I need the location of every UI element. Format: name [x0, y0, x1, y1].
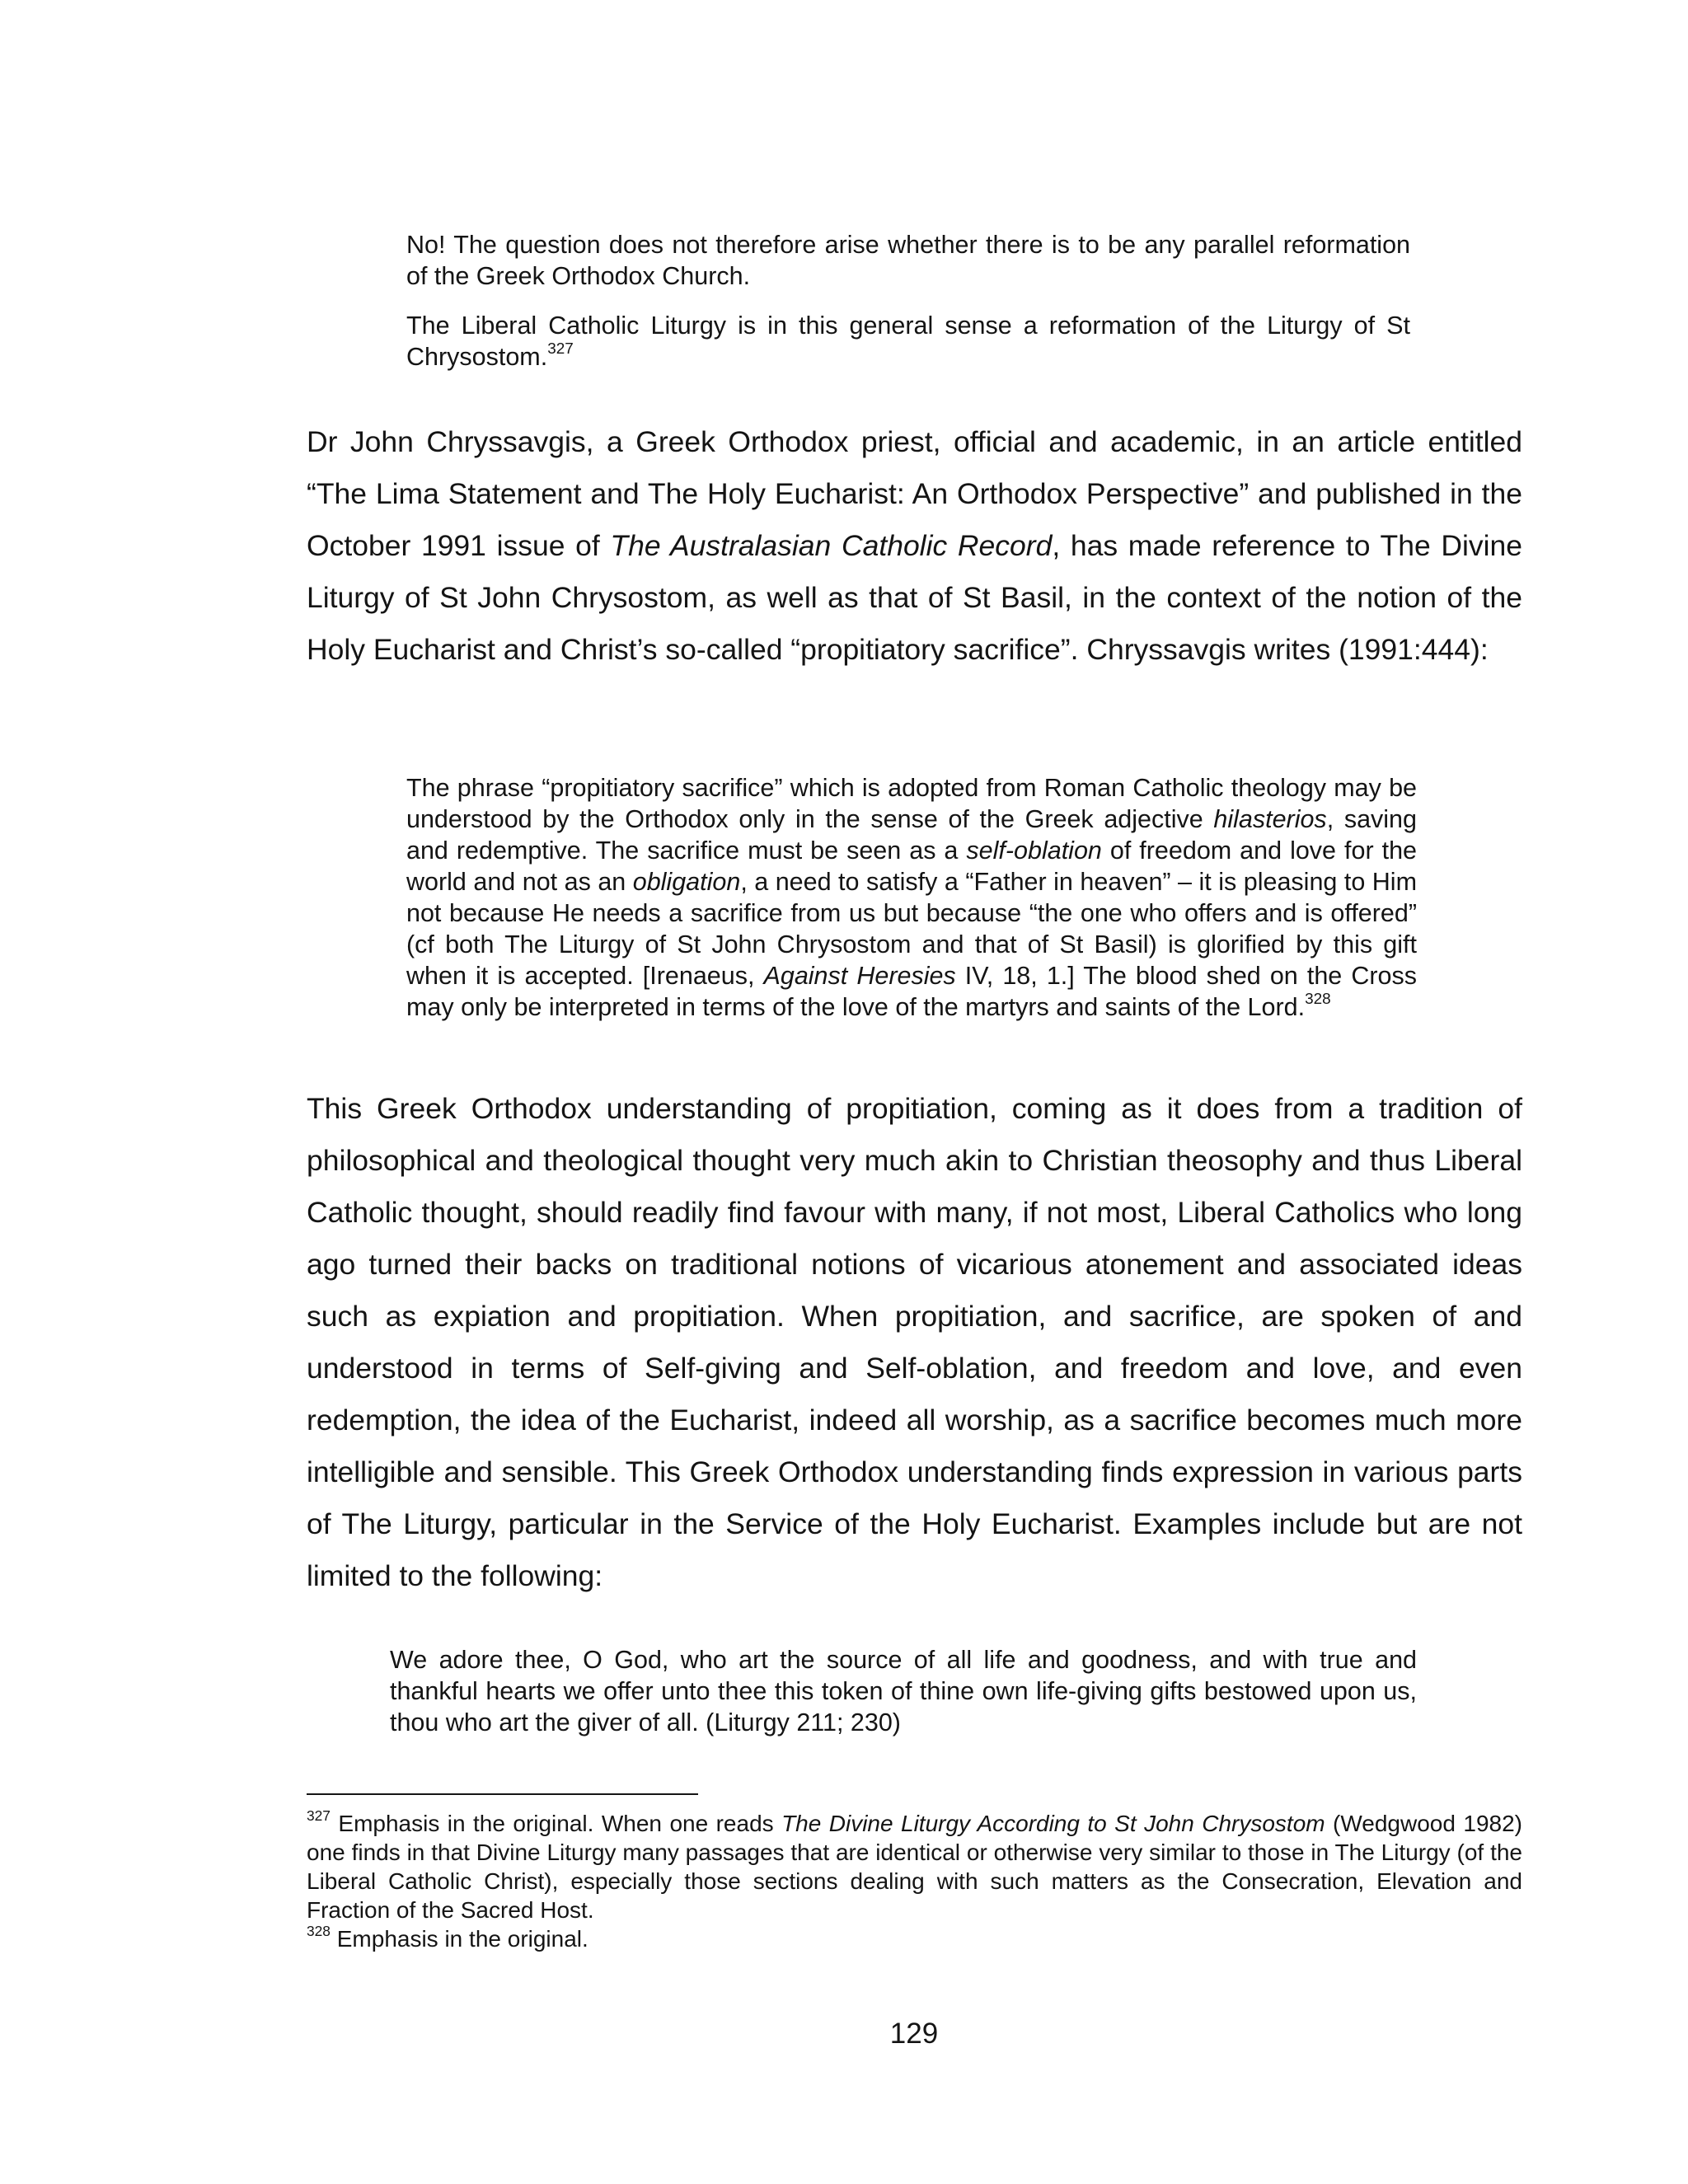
- quote-2-text-5: IV, 18, 1.] The blood shed on the Cross may only be interpreted in terms of the love of the martyrs and saints of the Lord.: [406, 962, 1417, 1021]
- footnote-328-text: Emphasis in the original.: [330, 1926, 588, 1952]
- block-quote-1: [406, 229, 1410, 373]
- page-number: 129: [889, 2018, 939, 2050]
- footnote-ref-327[interactable]: 327: [547, 340, 574, 359]
- footnote-ref-328[interactable]: 328: [1305, 991, 1331, 1009]
- para-1-text-b: , has made reference to The Divine Liturgy of St John Chrysostom, as well as that of St Basil, in the context of the notion of the Holy Eucharist and Christ’s so-called “propitiatory sacrifice”. Chryssavgis writes (1991:444):: [307, 529, 1522, 666]
- quote-2-italic-self-oblation: self-oblation: [966, 837, 1102, 865]
- footnote-327: [307, 1809, 1522, 1924]
- quote-1-paragraph-1: No! The question does not therefore arise whether there is to be any parallel reformation of the Greek Orthodox Church.: [406, 231, 1410, 290]
- quote-2-italic-obligation: obligation: [632, 868, 741, 896]
- footnote-327-text-b: (Wedgwood 1982) one finds in that Divine Liturgy many passages that are identical or otherwise very similar to those in The Liturgy (of the Liberal Catholic Christ), especially those sections dealing with such matters as the Consecration, Elevation and Fraction of the Sacred Host.: [307, 1811, 1522, 1923]
- para-1-text-a: Dr John Chryssavgis, a Greek Orthodox priest, official and academic, in an article entitled “The Lima Statement and The Holy Eucharist: An Orthodox Perspective” and published in the October 1991 issue of: [307, 425, 1522, 562]
- quote-2-italic-hilasterios: hilasterios: [1213, 805, 1327, 833]
- footnote-328: [307, 1924, 1522, 1953]
- quote-2-text-2: , saving and redemptive. The sacrifice must be seen as a: [406, 805, 1417, 865]
- body-paragraph-1: [307, 416, 1522, 676]
- footnote-number-327: 327: [307, 1807, 331, 1825]
- footnote-327-text-a: Emphasis in the original. When one reads: [330, 1811, 782, 1836]
- block-quote-2: [406, 772, 1417, 1023]
- quote-1-paragraph-2-text: The Liberal Catholic Liturgy is in this general sense a reformation of the Liturgy of St Chrysostom.: [406, 312, 1410, 371]
- quote-3-paragraph: We adore thee, O God, who art the source of all life and goodness, and with true and thankful hearts we offer unto thee this token of thine own life-giving gifts bestowed upon us, thou who art the giver of all. (Liturgy 211; 230): [390, 1646, 1417, 1736]
- footnote-327-italic-title: The Divine Liturgy According to St John Chrysostom: [781, 1811, 1325, 1836]
- quote-2-text-1: The phrase “propitiatory sacrifice” which is adopted from Roman Catholic theology may be understood by the Orthodox only in the sense of the Greek adjective: [406, 774, 1417, 833]
- footnotes: [307, 1809, 1522, 1953]
- body-paragraph-2: This Greek Orthodox understanding of propitiation, coming as it does from a tradition of philosophical and theological thought very much akin to Christian theosophy and thus Liberal Catholic thought, should readily find favour with many, if not most, Liberal Catholics who long ago turned their backs on traditional notions of vicarious atonement and associated ideas such as expiation and propitiation. When propitiation, and sacrifice, are spoken of and understood in terms of Self-giving and Self-oblation, and freedom and love, and even redemption, the idea of the Eucharist, indeed all worship, as a sacrifice becomes much more intelligible and sensible. This Greek Orthodox understanding finds expression in various parts of The Liturgy, particular in the Service of the Holy Eucharist. Examples include but are not limited to the following:: [307, 1092, 1522, 1592]
- quote-2-italic-against-heresies: Against Heresies: [763, 962, 956, 990]
- footnote-separator: [307, 1793, 698, 1795]
- quote-2-paragraph: [406, 772, 1417, 1023]
- footnote-number-328: 328: [307, 1923, 331, 1940]
- quote-2-text-4: , a need to satisfy a “Father in heaven” – it is pleasing to Him not because He needs a sacrifice from us but because “the one who offers and is offered” (cf both The Liturgy of St John Chrysostom and that of St Basil) is glorified by this gift when it is accepted. [Irenaeus,: [406, 868, 1417, 990]
- quote-2-text-3: of freedom and love for the world and not as an: [406, 837, 1418, 896]
- block-quote-3: [390, 1644, 1417, 1738]
- journal-title: The Australasian Catholic Record: [610, 529, 1053, 562]
- quote-1-paragraph-2: [406, 310, 1410, 373]
